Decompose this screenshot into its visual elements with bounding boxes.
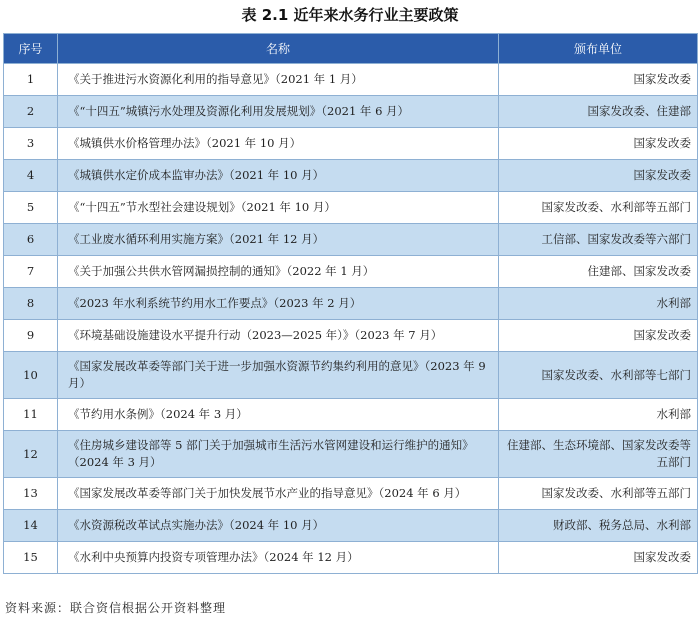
row-num: 12 — [4, 431, 58, 478]
row-dept: 水利部 — [499, 288, 698, 320]
row-dept: 国家发改委、水利部等五部门 — [499, 478, 698, 510]
row-dept: 国家发改委 — [499, 128, 698, 160]
row-num: 15 — [4, 542, 58, 574]
header-dept: 颁布单位 — [499, 34, 698, 64]
row-dept: 国家发改委 — [499, 160, 698, 192]
row-name: 《国家发展改革委等部门关于加快发展节水产业的指导意见》（2024 年 6 月） — [58, 478, 499, 510]
table-row — [4, 542, 698, 574]
table-header-row — [4, 34, 698, 64]
row-num: 14 — [4, 510, 58, 542]
row-num: 10 — [4, 352, 58, 399]
row-name: 《2023 年水利系统节约用水工作要点》（2023 年 2 月） — [58, 288, 499, 320]
row-num: 13 — [4, 478, 58, 510]
row-num: 1 — [4, 64, 58, 96]
table-row — [4, 64, 698, 96]
row-dept: 国家发改委 — [499, 542, 698, 574]
row-name: 《环境基础设施建设水平提升行动（2023—2025 年）》（2023 年 7 月） — [58, 320, 499, 352]
table-row — [4, 431, 698, 478]
row-num: 7 — [4, 256, 58, 288]
table-row — [4, 399, 698, 431]
table-title: 表 2.1 近年来水务行业主要政策 — [241, 6, 459, 24]
row-num: 3 — [4, 128, 58, 160]
table-row — [4, 256, 698, 288]
row-name: 《城镇供水价格管理办法》（2021 年 10 月） — [58, 128, 499, 160]
table-row — [4, 160, 698, 192]
table-row — [4, 224, 698, 256]
row-name: 《“十四五”城镇污水处理及资源化利用发展规划》（2021 年 6 月） — [58, 96, 499, 128]
row-name: 《住房城乡建设部等 5 部门关于加强城市生活污水管网建设和运行维护的通知》（2024 年 3 月） — [58, 431, 499, 478]
row-name: 《节约用水条例》（2024 年 3 月） — [58, 399, 499, 431]
row-dept: 国家发改委、住建部 — [499, 96, 698, 128]
row-name: 《关于推进污水资源化利用的指导意见》（2021 年 1 月） — [58, 64, 499, 96]
row-num: 2 — [4, 96, 58, 128]
table-row — [4, 288, 698, 320]
row-dept: 水利部 — [499, 399, 698, 431]
row-num: 5 — [4, 192, 58, 224]
table-row — [4, 352, 698, 399]
row-dept: 国家发改委、水利部等五部门 — [499, 192, 698, 224]
row-dept: 国家发改委 — [499, 64, 698, 96]
row-num: 8 — [4, 288, 58, 320]
row-num: 9 — [4, 320, 58, 352]
row-name: 《工业废水循环利用实施方案》（2021 年 12 月） — [58, 224, 499, 256]
table-row — [4, 478, 698, 510]
header-num: 序号 — [4, 34, 58, 64]
table-row — [4, 192, 698, 224]
table-row — [4, 320, 698, 352]
row-num: 11 — [4, 399, 58, 431]
row-dept: 工信部、国家发改委等六部门 — [499, 224, 698, 256]
table-row — [4, 128, 698, 160]
row-num: 6 — [4, 224, 58, 256]
row-dept: 财政部、税务总局、水利部 — [499, 510, 698, 542]
table-row — [4, 510, 698, 542]
header-name: 名称 — [58, 34, 499, 64]
row-name: 《关于加强公共供水管网漏损控制的通知》（2022 年 1 月） — [58, 256, 499, 288]
source-note: 资料来源：联合资信根据公开资料整理 — [5, 601, 227, 615]
row-name: 《水利中央预算内投资专项管理办法》（2024 年 12 月） — [58, 542, 499, 574]
table-row — [4, 96, 698, 128]
row-dept: 国家发改委 — [499, 320, 698, 352]
row-dept: 国家发改委、水利部等七部门 — [499, 352, 698, 399]
row-num: 4 — [4, 160, 58, 192]
policy-table — [3, 33, 698, 574]
row-dept: 住建部、国家发改委 — [499, 256, 698, 288]
row-name: 《水资源税改革试点实施办法》（2024 年 10 月） — [58, 510, 499, 542]
row-name: 《国家发展改革委等部门关于进一步加强水资源节约集约利用的意见》（2023 年 9 月） — [58, 352, 499, 399]
row-dept: 住建部、生态环境部、国家发改委等五部门 — [499, 431, 698, 478]
row-name: 《“十四五”节水型社会建设规划》（2021 年 10 月） — [58, 192, 499, 224]
row-name: 《城镇供水定价成本监审办法》（2021 年 10 月） — [58, 160, 499, 192]
